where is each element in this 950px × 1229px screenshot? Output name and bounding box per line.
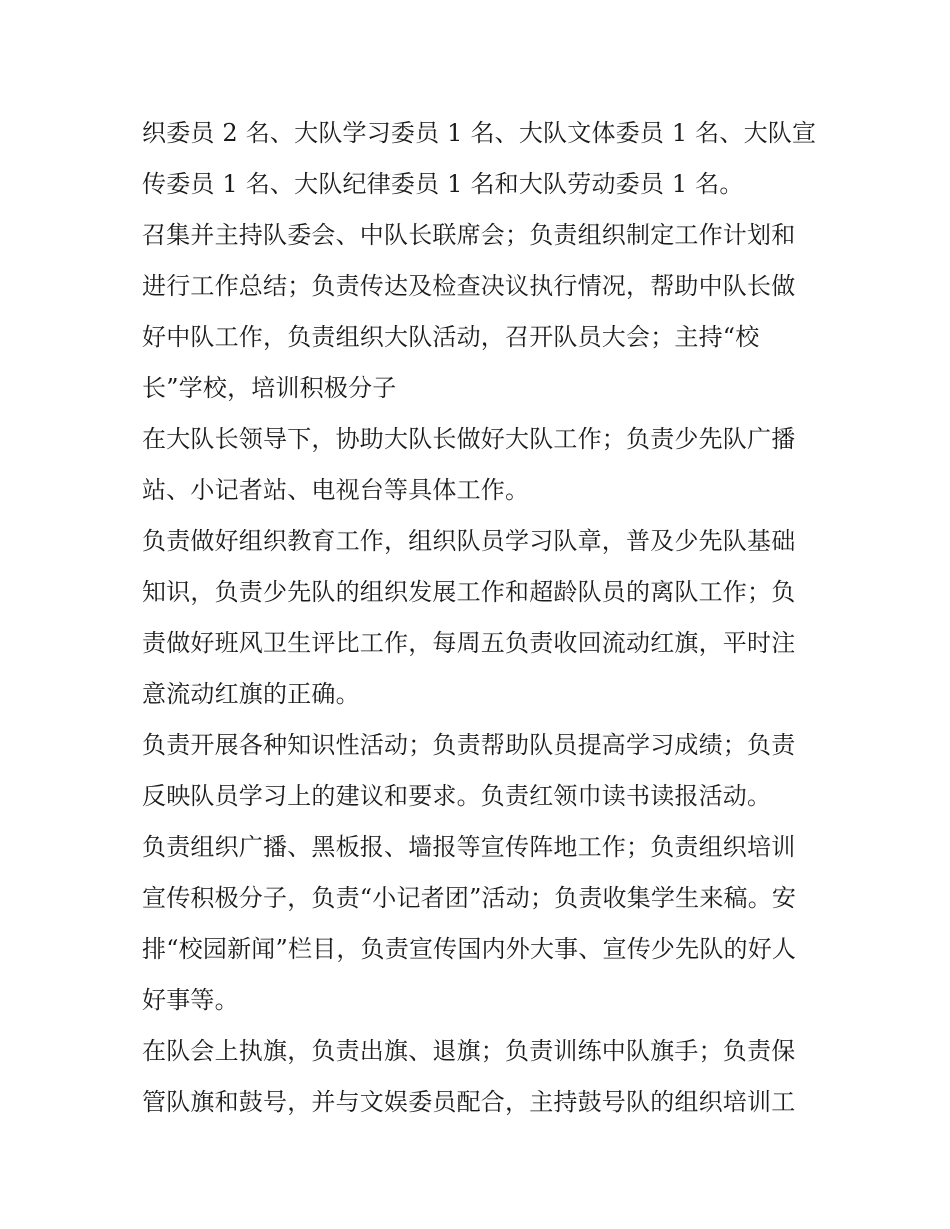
text-line: 在大队长领导下，协助大队长做好大队工作；负责少先队广播 xyxy=(142,425,796,453)
text-line: 好中队工作，负责组织大队活动，召开队员大会；主持“校 xyxy=(142,323,760,351)
text-line: 管队旗和鼓号，并与文娱委员配合，主持鼓号队的组织培训工 xyxy=(142,1088,796,1116)
text-line: 反映队员学习上的建议和要求。负责红领巾读书读报活动。 xyxy=(142,782,772,810)
text-line: 进行工作总结；负责传达及检查决议执行情况，帮助中队长做 xyxy=(142,272,796,300)
text-line: 意流动红旗的正确。 xyxy=(142,680,360,708)
text-line: 好事等。 xyxy=(142,986,239,1014)
text-line: 负责开展各种知识性活动；负责帮助队员提高学习成绩；负责 xyxy=(142,731,796,759)
text-line: 在队会上执旗，负责出旗、退旗；负责训练中队旗手；负责保 xyxy=(142,1037,796,1065)
text-line: 责做好班风卫生评比工作，每周五负责收回流动红旗，平时注 xyxy=(142,629,796,657)
text-line: 织委员 2 名、大队学习委员 1 名、大队文体委员 1 名、大队宣 xyxy=(142,119,817,147)
text-line: 知识，负责少先队的组织发展工作和超龄队员的离队工作；负 xyxy=(142,578,796,606)
text-line: 负责做好组织教育工作，组织队员学习队章，普及少先队基础 xyxy=(142,527,796,555)
text-line: 站、小记者站、电视台等具体工作。 xyxy=(142,476,530,504)
text-line: 长”学校，培训积极分子 xyxy=(142,374,397,402)
text-line: 传委员 1 名、大队纪律委员 1 名和大队劳动委员 1 名。 xyxy=(142,170,744,198)
text-line: 排“校园新闻”栏目，负责宣传国内外大事、宣传少先队的好人 xyxy=(142,935,797,963)
text-line: 负责组织广播、黑板报、墙报等宣传阵地工作；负责组织培训 xyxy=(142,833,796,861)
document-body xyxy=(142,108,818,1128)
text-line: 宣传积极分子，负责“小记者团”活动；负责收集学生来稿。安 xyxy=(142,884,797,912)
text-line: 召集并主持队委会、中队长联席会；负责组织制定工作计划和 xyxy=(142,221,796,249)
